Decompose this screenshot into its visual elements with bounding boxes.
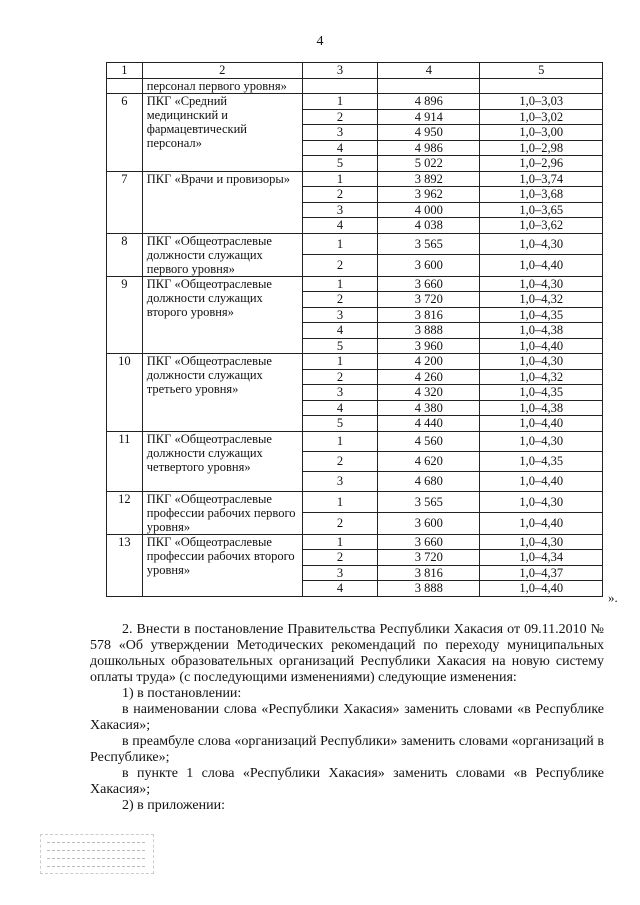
level-cell: 3 — [302, 125, 377, 141]
coefficient-cell: 1,0–4,40 — [480, 581, 603, 597]
coefficient-cell: 1,0–4,40 — [480, 471, 603, 491]
table-cell — [480, 78, 603, 94]
document-body — [90, 622, 604, 814]
level-cell: 2 — [302, 550, 377, 566]
coefficient-cell: 1,0–2,96 — [480, 156, 603, 172]
table-row — [107, 94, 603, 110]
level-cell: 3 — [302, 385, 377, 401]
salary-cell: 4 620 — [378, 451, 480, 471]
group-number: 10 — [107, 354, 143, 432]
level-cell: 1 — [302, 534, 377, 550]
paragraph: в наименовании слова «Республики Хакасия» заменить словами «в Республике Хакасия»; — [90, 702, 604, 733]
level-cell: 4 — [302, 140, 377, 156]
header-cell: 3 — [302, 63, 377, 79]
table-header-row — [107, 63, 603, 79]
salary-table — [106, 62, 603, 597]
paragraph: 2. Внести в постановление Правительства Республики Хакасия от 09.11.2010 № 578 «Об утверждении Методических рекомендаций по переходу муниципальных дошкольных образовательных организаций Республики Хакасия на новую систему оплаты труда» (с последующими изменениями) следующие изменения: — [90, 622, 604, 685]
group-name: ПКГ «Общеотраслевые профессии рабочих второго уровня» — [142, 534, 302, 596]
salary-cell: 3 565 — [378, 233, 480, 255]
salary-cell: 4 380 — [378, 400, 480, 416]
table-cell — [302, 78, 377, 94]
coefficient-cell: 1,0–3,00 — [480, 125, 603, 141]
salary-cell: 3 660 — [378, 534, 480, 550]
table-row — [107, 171, 603, 187]
group-number: 12 — [107, 491, 143, 534]
group-name: ПКГ «Общеотраслевые должности служащих третьего уровня» — [142, 354, 302, 432]
level-cell: 2 — [302, 451, 377, 471]
salary-cell: 4 440 — [378, 416, 480, 432]
table-row — [107, 534, 603, 550]
coefficient-cell: 1,0–4,35 — [480, 307, 603, 323]
level-cell: 4 — [302, 218, 377, 234]
level-cell: 2 — [302, 369, 377, 385]
closing-quote: ». — [608, 590, 618, 605]
coefficient-cell: 1,0–4,32 — [480, 292, 603, 308]
salary-cell: 4 680 — [378, 471, 480, 491]
salary-cell: 4 200 — [378, 354, 480, 370]
group-name: ПКГ «Общеотраслевые должности служащих первого уровня» — [142, 233, 302, 276]
level-cell: 2 — [302, 255, 377, 277]
coefficient-cell: 1,0–4,32 — [480, 369, 603, 385]
salary-cell: 4 260 — [378, 369, 480, 385]
salary-cell: 3 720 — [378, 550, 480, 566]
salary-cell: 4 986 — [378, 140, 480, 156]
table-row — [107, 233, 603, 255]
paragraph: в пункте 1 слова «Республики Хакасия» заменить словами «в Республике Хакасия»; — [90, 766, 604, 797]
salary-cell: 4 896 — [378, 94, 480, 110]
group-name: персонал первого уровня» — [142, 78, 302, 94]
level-cell: 5 — [302, 416, 377, 432]
table-row — [107, 431, 603, 451]
group-name: ПКГ «Врачи и провизоры» — [142, 171, 302, 233]
level-cell: 1 — [302, 94, 377, 110]
level-cell: 1 — [302, 491, 377, 513]
coefficient-cell: 1,0–4,30 — [480, 276, 603, 292]
level-cell: 1 — [302, 431, 377, 451]
coefficient-cell: 1,0–3,03 — [480, 94, 603, 110]
salary-cell: 3 962 — [378, 187, 480, 203]
level-cell: 5 — [302, 156, 377, 172]
group-number: 9 — [107, 276, 143, 354]
page-number: 4 — [316, 34, 324, 49]
group-number: 8 — [107, 233, 143, 276]
group-number: 13 — [107, 534, 143, 596]
salary-cell: 3 960 — [378, 338, 480, 354]
group-name: ПКГ «Общеотраслевые должности служащих четвертого уровня» — [142, 431, 302, 491]
table-cell — [378, 78, 480, 94]
salary-cell: 3 892 — [378, 171, 480, 187]
group-number: 6 — [107, 94, 143, 172]
paragraph: 1) в постановлении: — [122, 686, 242, 701]
coefficient-cell: 1,0–4,30 — [480, 354, 603, 370]
coefficient-cell: 1,0–4,40 — [480, 255, 603, 277]
salary-cell: 4 000 — [378, 202, 480, 218]
coefficient-cell: 1,0–4,40 — [480, 416, 603, 432]
level-cell: 4 — [302, 400, 377, 416]
level-cell: 3 — [302, 307, 377, 323]
group-number: 11 — [107, 431, 143, 491]
salary-cell: 3 600 — [378, 255, 480, 277]
level-cell: 1 — [302, 171, 377, 187]
coefficient-cell: 1,0–4,30 — [480, 534, 603, 550]
salary-cell: 4 560 — [378, 431, 480, 451]
coefficient-cell: 1,0–3,02 — [480, 109, 603, 125]
level-cell: 3 — [302, 471, 377, 491]
coefficient-cell: 1,0–4,38 — [480, 400, 603, 416]
salary-cell: 5 022 — [378, 156, 480, 172]
coefficient-cell: 1,0–3,65 — [480, 202, 603, 218]
coefficient-cell: 1,0–4,30 — [480, 233, 603, 255]
salary-cell: 4 914 — [378, 109, 480, 125]
level-cell: 2 — [302, 109, 377, 125]
salary-cell: 3 888 — [378, 323, 480, 339]
coefficient-cell: 1,0–4,30 — [480, 431, 603, 451]
header-cell: 5 — [480, 63, 603, 79]
table-cell — [107, 78, 143, 94]
salary-cell: 4 950 — [378, 125, 480, 141]
level-cell: 2 — [302, 187, 377, 203]
salary-cell: 3 816 — [378, 565, 480, 581]
coefficient-cell: 1,0–4,40 — [480, 338, 603, 354]
coefficient-cell: 1,0–2,98 — [480, 140, 603, 156]
coefficient-cell: 1,0–3,74 — [480, 171, 603, 187]
table-row — [107, 276, 603, 292]
coefficient-cell: 1,0–4,35 — [480, 451, 603, 471]
paragraph: в преамбуле слова «организаций Республики» заменить словами «организаций в Республике»; — [90, 734, 604, 765]
coefficient-cell: 1,0–4,40 — [480, 513, 603, 535]
level-cell: 4 — [302, 581, 377, 597]
header-cell: 2 — [142, 63, 302, 79]
salary-cell: 3 600 — [378, 513, 480, 535]
coefficient-cell: 1,0–4,38 — [480, 323, 603, 339]
salary-cell: 3 720 — [378, 292, 480, 308]
level-cell: 5 — [302, 338, 377, 354]
group-name: ПКГ «Общеотраслевые профессии рабочих первого уровня» — [142, 491, 302, 534]
level-cell: 1 — [302, 276, 377, 292]
coefficient-cell: 1,0–4,37 — [480, 565, 603, 581]
coefficient-cell: 1,0–4,30 — [480, 491, 603, 513]
salary-cell: 3 888 — [378, 581, 480, 597]
coefficient-cell: 1,0–4,35 — [480, 385, 603, 401]
level-cell: 3 — [302, 565, 377, 581]
level-cell: 4 — [302, 323, 377, 339]
table-row — [107, 354, 603, 370]
coefficient-cell: 1,0–4,34 — [480, 550, 603, 566]
salary-cell: 4 038 — [378, 218, 480, 234]
coefficient-cell: 1,0–3,62 — [480, 218, 603, 234]
table-row — [107, 78, 603, 94]
paragraph: 2) в приложении: — [122, 798, 225, 813]
group-number: 7 — [107, 171, 143, 233]
salary-cell: 3 816 — [378, 307, 480, 323]
coefficient-cell: 1,0–3,68 — [480, 187, 603, 203]
salary-cell: 4 320 — [378, 385, 480, 401]
level-cell: 2 — [302, 513, 377, 535]
level-cell: 3 — [302, 202, 377, 218]
group-name: ПКГ «Средний медицинский и фармацевтический персонал» — [142, 94, 302, 172]
level-cell: 1 — [302, 354, 377, 370]
level-cell: 2 — [302, 292, 377, 308]
header-cell: 1 — [107, 63, 143, 79]
group-name: ПКГ «Общеотраслевые должности служащих второго уровня» — [142, 276, 302, 354]
table-row — [107, 491, 603, 513]
salary-cell: 3 565 — [378, 491, 480, 513]
level-cell: 1 — [302, 233, 377, 255]
salary-cell: 3 660 — [378, 276, 480, 292]
stamp — [40, 834, 154, 874]
header-cell: 4 — [378, 63, 480, 79]
